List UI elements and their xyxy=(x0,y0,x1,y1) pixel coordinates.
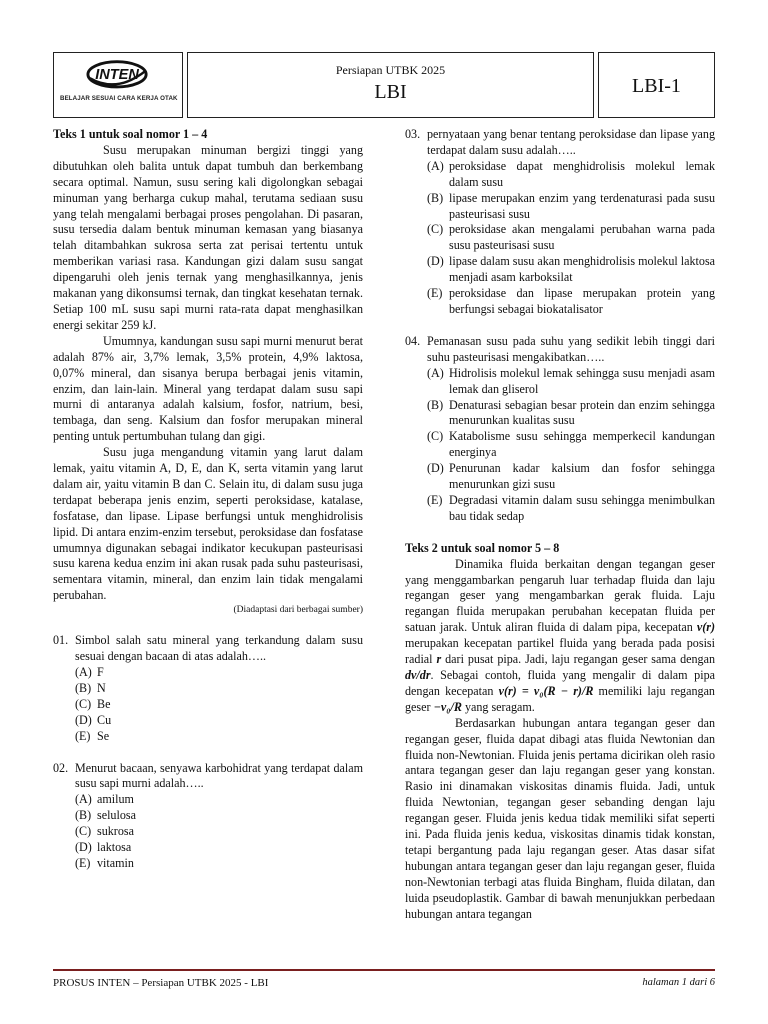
option-text: Be xyxy=(97,696,111,711)
option-b[interactable] xyxy=(75,808,363,824)
option-d[interactable] xyxy=(75,840,363,856)
option-text: Se xyxy=(97,728,110,743)
option-a[interactable] xyxy=(75,665,363,681)
page-header xyxy=(53,52,715,118)
option-label: (D) xyxy=(427,254,444,269)
teks2-paragraph-2: Berdasarkan hubungan antara tegangan geser dan regangan geser, fluida dapat dibagi atas fluida Newtonian dan fluida non-Newtonian. Fluida jenis pertama dicirikan oleh rasio antara tegangan geser dan laju regangan geser yang konstan. Rasio ini dinamakan viskositas dinamis fluida. Jadi, untuk fluida Newtonian, tegangan geser sebanding dengan laju regangan geser. Fluida jenis kedua tidak memiliki sifat seperti ini. Pada fluida jenis kedua, viskositas dinamis tidak konstan, tetapi bergantung pada laju regangan geser. Atas dasar sifat hubungan antara tegangan geser dan laju regangan geser, fluida non-Newtonian terbagi atas fluida Bingham, fluida dilatan, dan luida pseudoplastik. Gambar di bawah menunjukkan perbedaan hubungan antara tegangan xyxy=(405,715,715,921)
inten-logo-icon xyxy=(54,53,182,117)
option-label: (C) xyxy=(427,429,444,444)
teks2-p1-part-e: memiliki laju regangan geser xyxy=(405,683,715,714)
option-e[interactable] xyxy=(75,729,363,745)
option-label: (A) xyxy=(75,792,92,807)
option-text: laktosa xyxy=(97,840,132,855)
header-code: LBI-1 xyxy=(632,75,681,97)
option-text: lipase dalam susu akan menghidrolisis molekul laktosa menjadi asam karboksilat xyxy=(449,254,716,285)
teks2-p1-part-f: yang seragam. xyxy=(464,699,535,714)
title-box xyxy=(187,52,594,118)
question-number: 01. xyxy=(53,633,69,648)
option-text: N xyxy=(97,680,106,695)
option-text: selulosa xyxy=(97,808,136,823)
option-text: amilum xyxy=(97,792,134,807)
question-number: 02. xyxy=(53,760,69,775)
option-text: Cu xyxy=(97,712,112,727)
teks1-heading: Teks 1 untuk soal nomor 1 – 4 xyxy=(53,127,208,141)
option-a[interactable] xyxy=(427,366,715,398)
logo-box xyxy=(53,52,183,118)
header-title: LBI xyxy=(374,81,407,103)
teks1-paragraph-1: Susu merupakan minuman bergizi tinggi yang dibutuhkan oleh balita untuk dapat tumbuh dan berkembang secara optimal. Namun, susu sering kali digolongkan sebagai minuman yang berharga cukup mahal, terutama sediaan susu yang telah mengalami berbagai proses pengolahan. Di pasaran, susu tersedia dalam bentuk minuman kemasan yang biasanya telah ditambahkan sukrosa serta zat perisai tertentu untuk memberikan variasi rasa. Kandungan gizi dalam susu sangat dipengaruhi oleh jenis ternak yang menghasilkannya, jenis makanan yang dikonsumsi ternak, dan tingkat kesehatan ternak. Setiap 100 mL susu sapi murni rata-rata dapat menghasilkan energi sekitar 259 kJ. xyxy=(53,142,363,332)
math-dv-dr: dv/dr xyxy=(405,668,431,682)
page-number: halaman 1 dari 6 xyxy=(642,977,715,988)
footer-left: PROSUS INTEN – Persiapan UTBK 2025 - LBI xyxy=(53,977,269,989)
option-label: (D) xyxy=(75,712,92,727)
question-text: pernyataan yang benar tentang peroksidase dan lipase yang terdapat dalam susu adalah….. xyxy=(427,127,715,157)
teks2-p1-part-a: Dinamika fluida berkaitan dengan tegangan geser yang menggambarkan pengaruh luar terhadap fluida dan laju regangan geser yang mengambarkan gerak fluida. Laju regangan fluida merupakan perubahan kecepatan fluida per satuan jarak. Untuk aliran fluida di dalam pipa, kecepatan xyxy=(405,556,715,635)
right-column xyxy=(405,127,715,923)
option-text: lipase merupakan enzim yang terdenaturasi pada susu pasteurisasi susu xyxy=(449,190,715,221)
option-text: peroksidase dapat menghidrolisis molekul lemak dalam susu xyxy=(449,158,715,189)
footer-rule xyxy=(53,969,715,971)
option-d[interactable] xyxy=(427,461,715,493)
option-label: (B) xyxy=(427,190,444,205)
option-a[interactable] xyxy=(427,159,715,191)
question-number: 04. xyxy=(405,333,421,348)
option-label: (A) xyxy=(427,158,444,173)
option-text: Penurunan kadar kalsium dan fosfor sehingga menurunkan gizi susu xyxy=(449,461,715,492)
question-01 xyxy=(53,633,363,744)
question-04 xyxy=(405,334,715,525)
question-02 xyxy=(53,761,363,872)
question-text: Menurut bacaan, senyawa karbohidrat yang terdapat dalam susu sapi murni adalah….. xyxy=(75,760,363,791)
question-text: Pemanasan susu pada suhu yang sedikit lebih tinggi dari suhu pasteurisasi mengakibatkan….. xyxy=(427,333,715,364)
option-e[interactable] xyxy=(427,493,715,525)
option-b[interactable] xyxy=(427,398,715,430)
option-label: (B) xyxy=(75,680,92,695)
question-number: 03. xyxy=(405,127,421,141)
teks1-source: (Diadaptasi dari berbagai sumber) xyxy=(233,605,363,616)
header-subtitle: Persiapan UTBK 2025 xyxy=(335,63,446,77)
option-d[interactable] xyxy=(427,254,715,286)
option-label: (B) xyxy=(427,397,444,412)
option-text: sukrosa xyxy=(97,824,134,839)
option-text: Katabolisme susu sehingga memperkecil kandungan energinya xyxy=(449,429,715,460)
option-e[interactable] xyxy=(427,286,715,318)
option-a[interactable] xyxy=(75,792,363,808)
option-label: (E) xyxy=(75,855,91,870)
option-text: F xyxy=(97,665,104,679)
option-label: (D) xyxy=(75,840,92,855)
option-label: (A) xyxy=(75,665,92,679)
option-c[interactable] xyxy=(427,222,715,254)
question-text: Simbol salah satu mineral yang terkandung dalam susu sesuai dengan bacaan di atas adalah….. xyxy=(75,633,363,664)
option-label: (C) xyxy=(75,824,92,839)
option-b[interactable] xyxy=(75,681,363,697)
option-d[interactable] xyxy=(75,713,363,729)
teks2-heading: Teks 2 untuk soal nomor 5 – 8 xyxy=(405,540,560,555)
option-label: (E) xyxy=(427,286,443,301)
option-label: (C) xyxy=(75,696,92,711)
teks1-paragraph-3: Susu juga mengandung vitamin yang larut dalam lemak, yaitu vitamin A, D, E, dan K, serta vitamin yang larut dalam air, yaitu vitamin B dan C. Selain itu, di dalam susu juga terdapat beberapa jenis enzim, seperti peroksidase, katalase, fosfatase, dan lipase. Lipase berfungsi untuk menghidrolisis lipid. Di antara enzim-enzim tersebut, peroksidase dan fosfatase umumnya digunakan sebagai indikator kecukupan pasteurisasi susu karena kedua enzim ini akan rusak pada suhu pasteurisasi, sementara vitamin, mineral, dan enzim lain tidak mengalami perubahan. xyxy=(53,445,363,603)
option-e[interactable] xyxy=(75,856,363,872)
option-label: (A) xyxy=(427,365,444,380)
option-label: (E) xyxy=(75,728,91,743)
option-c[interactable] xyxy=(75,824,363,840)
logo-wordmark: INTEN xyxy=(95,67,139,84)
option-c[interactable] xyxy=(427,429,715,461)
teks2-p1-part-d: . Sebagai contoh, fluida yang mengalir di dalam pipa dengan kecepatan xyxy=(405,668,715,698)
logo-tagline: BELAJAR SESUAI CARA KERJA OTAK xyxy=(60,95,178,102)
option-text: vitamin xyxy=(97,855,134,870)
option-label: (D) xyxy=(427,461,444,476)
option-label: (B) xyxy=(75,808,92,823)
option-text: peroksidase dan lipase merupakan protein yang berfungsi sebagai biokatalisator xyxy=(449,286,715,316)
math-v-of-r: v(r) xyxy=(696,620,715,635)
teks2-p1-part-b: merupakan kecepatan partikel fluida yang berada pada posisi radial xyxy=(405,636,715,667)
option-text: Degradasi vitamin dalam susu sehingga menimbulkan bau tidak sedap xyxy=(449,492,715,523)
option-text: Hidrolisis molekul lemak sehingga susu menjadi asam lemak dan gliserol xyxy=(449,365,715,396)
teks2-paragraph-1 xyxy=(405,557,715,716)
option-label: (C) xyxy=(427,222,444,237)
math-velocity-formula: v(r) = v₀(R − r)/R xyxy=(498,683,594,698)
math-shear-rate: −v₀/R xyxy=(433,699,462,714)
teks1-paragraph-2: Umumnya, kandungan susu sapi murni menurut berat adalah 87% air, 3,7% lemak, 3,5% protein, 4,9% laktosa, 0,07% mineral, dan sisanya berupa berbagai jenis vitamin, enzim, dan lain-lain. Mineral yang terdapat dalam susu sapi murni di antaranya adalah kalsium, fosfor, natrium, besi, tembaga, dan seng. Kalsium dan fosfor merupakan mineral penting untuk pertumbuhan tulang dan gigi. xyxy=(53,333,363,444)
question-03 xyxy=(405,127,715,318)
option-b[interactable] xyxy=(427,191,715,223)
option-text: peroksidase akan mengalami perubahan warna pada susu pasteurisasi susu xyxy=(449,222,715,253)
teks2-p1-part-c: dari pusat pipa. Jadi, laju regangan geser sama dengan xyxy=(445,652,715,667)
option-label: (E) xyxy=(427,492,443,507)
left-column xyxy=(53,127,363,872)
code-box xyxy=(598,52,715,118)
math-r: r xyxy=(436,652,442,667)
option-text: Denaturasi sebagian besar protein dan enzim sehingga menurunkan kualitas susu xyxy=(449,397,715,428)
option-c[interactable] xyxy=(75,697,363,713)
